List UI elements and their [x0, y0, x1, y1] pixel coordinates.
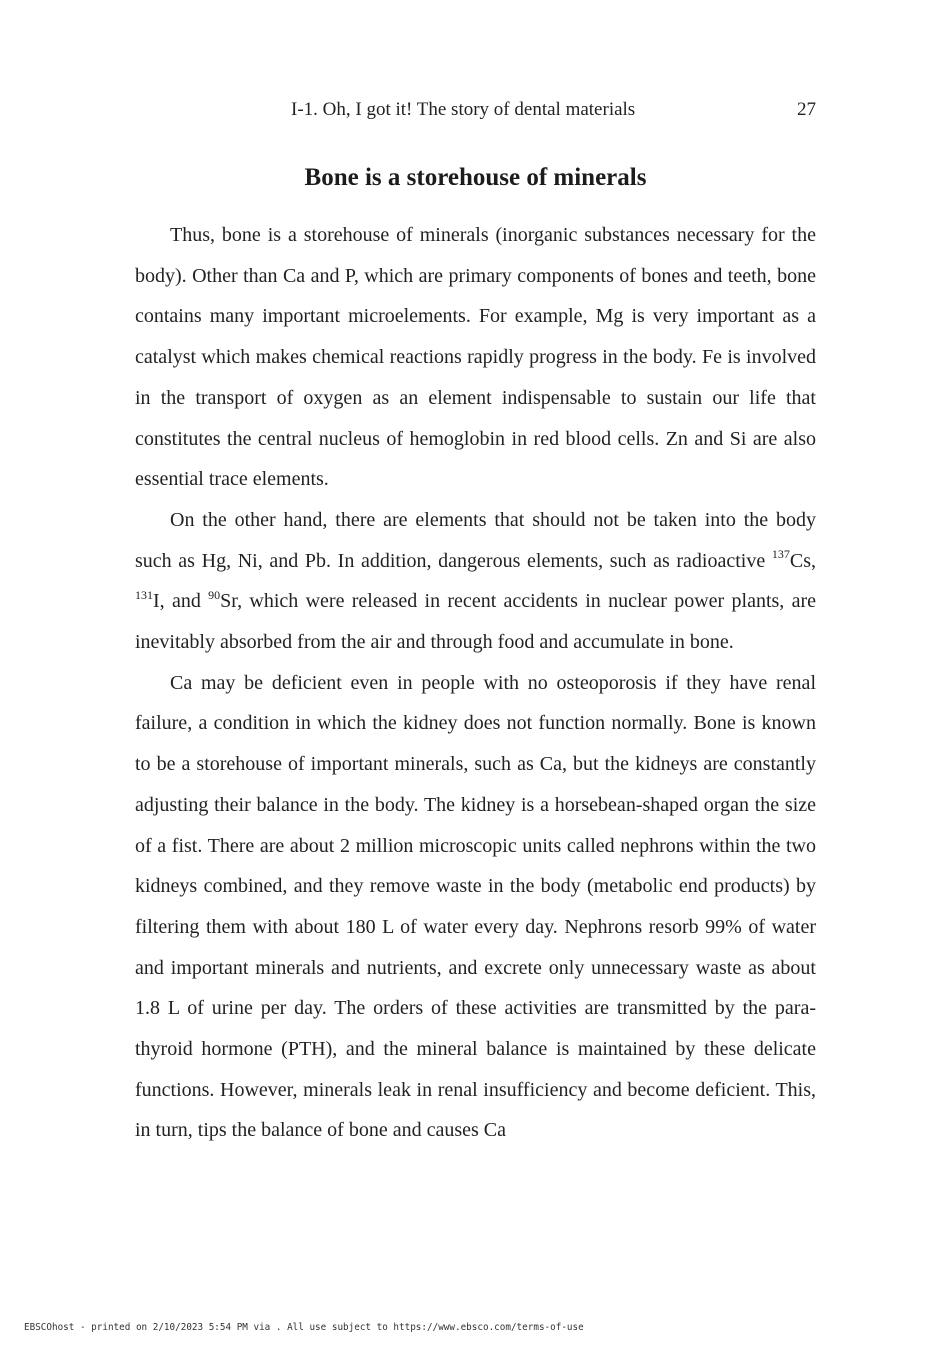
- body-text: [135, 215, 816, 1151]
- paragraph: Ca may be deficient even in people with no osteoporosis if they have renal failure, a condition in which the kidney does not function normally. Bone is known to be a storehouse of important minerals, such as Ca, but the kidneys are constantly adjusting their balance in the body. The kidney is a horsebean-shaped organ the size of a fist. There are about 2 million microscopic units called nephrons within the two kidneys combined, and they remove waste in the body (metabolic end products) by filtering them with about 180 L of water every day. Nephrons resorb 99% of water and important minerals and nutrients, and excrete only unnecessary waste as about 1.8 L of urine per day. The orders of these activities are transmitted by the para-thyroid hormone (PTH), and the mineral balance is maintained by these delicate functions. However, minerals leak in renal insufficiency and become deficient. This, in turn, tips the balance of bone and causes Ca: [135, 671, 816, 1142]
- running-title: I-1. Oh, I got it! The story of dental materials: [291, 99, 636, 120]
- text-run: Cs,: [789, 549, 816, 572]
- running-header: [135, 97, 816, 123]
- isotope-mass-number: 90: [208, 587, 221, 602]
- page-number: 27: [797, 99, 816, 120]
- paragraph: Thus, bone is a storehouse of minerals (inorganic substances necessary for the body). Other than Ca and P, which are primary components of bones and teeth, bone contains many important microelements. For example, Mg is very important as a catalyst which makes chemical reactions rapidly progress in the body. Fe is involved in the transport of oxygen as an element indispensable to sustain our life that constitutes the central nucleus of hemoglobin in red blood cells. Zn and Si are also essential trace elements.: [135, 224, 816, 491]
- text-run: On the other hand, there are elements that should not be taken into the body such as Hg, Ni, and Pb. In addition, dangerous elements, such as radioactive: [135, 508, 816, 572]
- text-run: Sr, which were released in recent accidents in nuclear power plants, are inevitably absorbed from the air and through food and accumulate in bone.: [135, 590, 816, 654]
- paragraph: [135, 500, 816, 663]
- isotope-mass-number: 137: [771, 546, 790, 561]
- section-heading: Bone is a storehouse of minerals: [304, 164, 647, 191]
- print-footer: EBSCOhost - printed on 2/10/2023 5:54 PM via . All use subject to https://www.ebsco.com/terms-of-use: [24, 1322, 584, 1333]
- text-run: I, and: [153, 590, 209, 613]
- isotope-mass-number: 131: [135, 587, 153, 602]
